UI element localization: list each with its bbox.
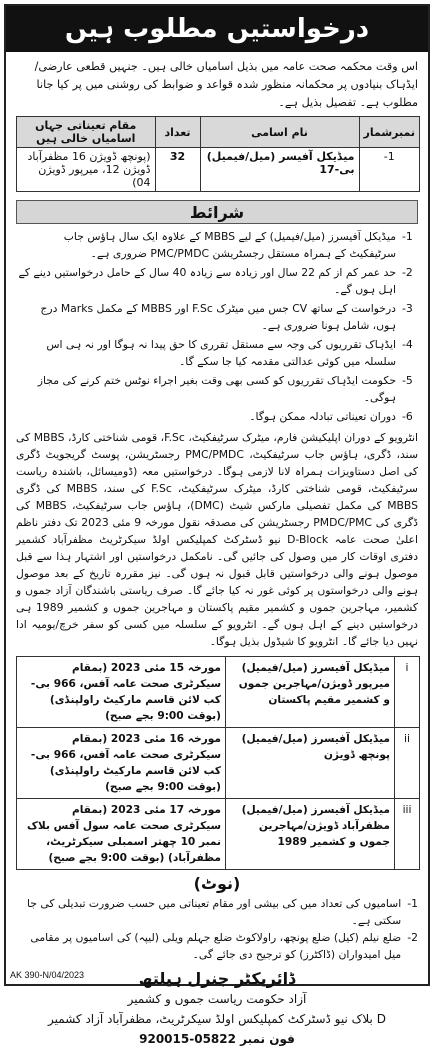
table-row <box>17 799 420 870</box>
signature-block <box>6 969 428 1049</box>
list-item <box>16 264 418 298</box>
schedule-index: ii <box>395 728 420 799</box>
header-count: تعداد <box>155 117 200 148</box>
table-row <box>17 148 420 192</box>
item-number: 2- <box>402 266 413 279</box>
phone-number: فون نمبر 05822-920015 <box>139 1032 295 1046</box>
item-number: 4- <box>402 338 413 351</box>
item-number: 1- <box>407 897 418 910</box>
item-number: 5- <box>402 374 413 387</box>
advertisement-page <box>4 4 430 1046</box>
item-text: ایڈہاک تقرریوں کی وجہ سے مستقل تقرری کا حق پیدا نہ ہوگا اور نہ ہی اس سلسلہ میں کوئی عدالتی مقدمہ کیا جا سکے گا۔ <box>46 338 396 368</box>
intro-paragraph: اس وقت محکمہ صحت عامہ میں بذیل اسامیاں خالی ہیں۔ جنہیں قطعی عارضی/ ایڈہاک بنیادوں پر محکمانہ منظور شدہ قواعد و ضوابط کی روشنی میں پر کیا جانا مطلوب ہے۔ تفصیل بذیل ہے۔ <box>34 60 418 109</box>
posts-table-header <box>17 117 420 148</box>
schedule-index: i <box>395 657 420 728</box>
item-text: حد عمر کم از کم 22 سال اور زیادہ سے زیادہ 40 سال کے حامل درخواستیں دینے کے اہل ہوں گے۔ <box>18 266 396 296</box>
row-post-name: میڈیکل آفیسر (میل/فیمیل) بی-17 <box>200 148 359 192</box>
schedule-date-venue: مورخہ 15 مئی 2023 (بمقام سیکرٹری صحت عامہ آفس، 966 بی-کب لائن قاسم مارکیٹ راولپنڈی) (بوقت 9:00 بجے صبح) <box>17 657 226 728</box>
schedule-post: میڈیکل آفیسرز (میل/فیمیل) مظفرآباد ڈویژن/مہاجرین جموں و کشمیر 1989 <box>226 799 395 870</box>
item-number: 2- <box>407 931 418 944</box>
notes-list <box>6 895 428 963</box>
schedule-index: iii <box>395 799 420 870</box>
table-row <box>17 657 420 728</box>
list-item <box>16 895 418 929</box>
schedule-post: میڈیکل آفیسرز (میل/فیمیل) پونچھ ڈویژن <box>226 728 395 799</box>
signatory-title: ڈائریکٹر جنرل ہیلتھ <box>138 969 296 988</box>
page-title: درخواستیں مطلوب ہیں <box>6 6 428 52</box>
office-address: D بلاک نیو ڈسٹرکٹ کمپلیکس اولڈ سیکرٹریٹ، مظفرآباد آزاد کشمیر <box>48 1012 386 1026</box>
item-text: دوران تعیناتی تبادلہ ممکن ہوگا۔ <box>249 410 396 423</box>
item-text: حکومت ایڈہاک تقرریوں کو کسی بھی وقت بغیر اجراء نوٹس ختم کرنے کی مجاز ہوگی۔ <box>37 374 396 404</box>
row-serial: 1- <box>359 148 420 192</box>
schedule-post: میڈیکل آفیسرز (میل/فیمیل) میرپور ڈویژن/مہاجرین جموں و کشمیر مقیم پاکستان <box>226 657 395 728</box>
item-text: درخواست کے ساتھ CV جس میں میٹرک F.Sc اور MBBS کے مکمل Marks درج ہوں، شامل ہونا ضروری ہے۔ <box>40 302 396 332</box>
header-serial: نمبرشمار <box>359 117 420 148</box>
item-number: 6- <box>402 410 413 423</box>
item-number: 3- <box>402 302 413 315</box>
list-item <box>16 929 418 963</box>
note-heading: (نوٹ) <box>193 874 241 893</box>
header-post-name: نام اسامی <box>200 117 359 148</box>
list-item <box>16 300 418 334</box>
row-location: (پونچھ ڈویژن 16 مظفرآباد ڈویژن 12، میرپور ڈویژن 04) <box>17 148 156 192</box>
item-number: 1- <box>402 230 413 243</box>
item-text: میڈیکل آفیسرز (میل/فیمیل) کے لیے MBBS کے علاوہ ایک سال ہاؤس جاب سرٹیفکیٹ کے ہمراہ مستقل رجسٹریشن PMC/PMDC ضروری ہے۔ <box>63 230 396 260</box>
list-item <box>16 408 418 425</box>
header-location: مقام تعیناتی جہاں اسامیاں خالی ہیں <box>17 117 156 148</box>
list-item <box>16 228 418 262</box>
schedule-date-venue: مورخہ 16 مئی 2023 (بمقام سیکرٹری صحت عامہ آفس، 966 بی-کب لائن قاسم مارکیٹ راولپنڈی) (بوقت 9:00 بجے صبح) <box>17 728 226 799</box>
reference-number: AK 390-N/04/2023 <box>10 970 85 980</box>
conditions-heading: شرائط <box>16 200 418 224</box>
item-text: ضلع نیلم (کیل) ضلع پونچھ، راولاکوٹ ضلع جہلم ویلی (لیپہ) کی اسامیوں پر مقامی میل امیدواران (ڈاکٹرز) کو ترجیح دی جائے گی۔ <box>30 931 402 961</box>
row-count: 32 <box>155 148 200 192</box>
conditions-list <box>6 228 428 425</box>
table-row <box>17 728 420 799</box>
posts-table <box>16 116 420 192</box>
schedule-date-venue: مورخہ 17 مئی 2023 (بمقام سیکرٹری صحت عامہ سول آفس بلاک نمبر 10 چھتر اسمبلی سیکرٹریٹ، مظفرآباد) (بوقت 9:00 بجے صبح) <box>17 799 226 870</box>
list-item <box>16 336 418 370</box>
interview-schedule-table <box>16 656 420 870</box>
item-text: اسامیوں کی تعداد میں کی بیشی اور مقام تعیناتی میں حسب ضرورت تبدیلی کی جا سکتی ہے۔ <box>26 897 402 927</box>
list-item <box>16 372 418 406</box>
government-name: آزاد حکومت ریاست جموں و کشمیر <box>127 992 307 1006</box>
interview-paragraph: انٹرویو کے دوران اپلیکیشن فارم، میٹرک سرٹیفکیٹ، F.Sc، قومی شناختی کارڈ، MBBS کی سند، ڈگری، ہاؤس جاب سرٹیفکیٹ، PMC/PMDC رجسٹریشن، پوسٹ گریجویٹ ڈگری کی اصل دستاویزات ہمراہ لانا لازمی ہوگا۔ درخواستیں معہ (ڈومیسائل، باشندہ ریاست سرٹیفکیٹ، قومی شناختی کارڈ، میٹرک سرٹیفکیٹ، F.Sc کی سند، MBBS کی ڈگری MBBS کی مکمل تفصیلی مارکس شیٹ (DMC)، ہاؤس جاب سرٹیفکیٹ، MBBS کی ڈگری کی PMDC/PMC رجسٹریشن کی مصدقہ نقول مورخہ 9 مئی 2023 تک دفتر ناظم اعلیٰ صحت عامہ D-Block نیو ڈسٹرکٹ کمپلیکس اولڈ سیکرٹریٹ مظفرآباد کشمیر دفتری اوقات کار میں وصول کی جائیں گی۔ نامکمل درخواستیں اور اشتہار ہذا سے قبل موصول ہونے والی درخواستیں قابل قبول نہ ہوں گی۔ نیز مقررہ تاریخ کے بعد موصول ہونے والی درخواستوں پر کوئی غور نہ کیا جائے گا۔ صرف ریاستی باشندگان آزاد جموں و کشمیر، مہاجرین جموں و کشمیر مقیم پاکستان و مہاجرین جموں و کشمیر 1989 ہی درخواستیں دینے کے اہل ہوں گے۔ انٹرویو کے سلسلہ میں کسی کو سفر خرچ/یومیہ ادا نہیں دیا جائے گا۔ انٹرویو کا شیڈول بذیل ہوگا۔ <box>16 431 418 648</box>
